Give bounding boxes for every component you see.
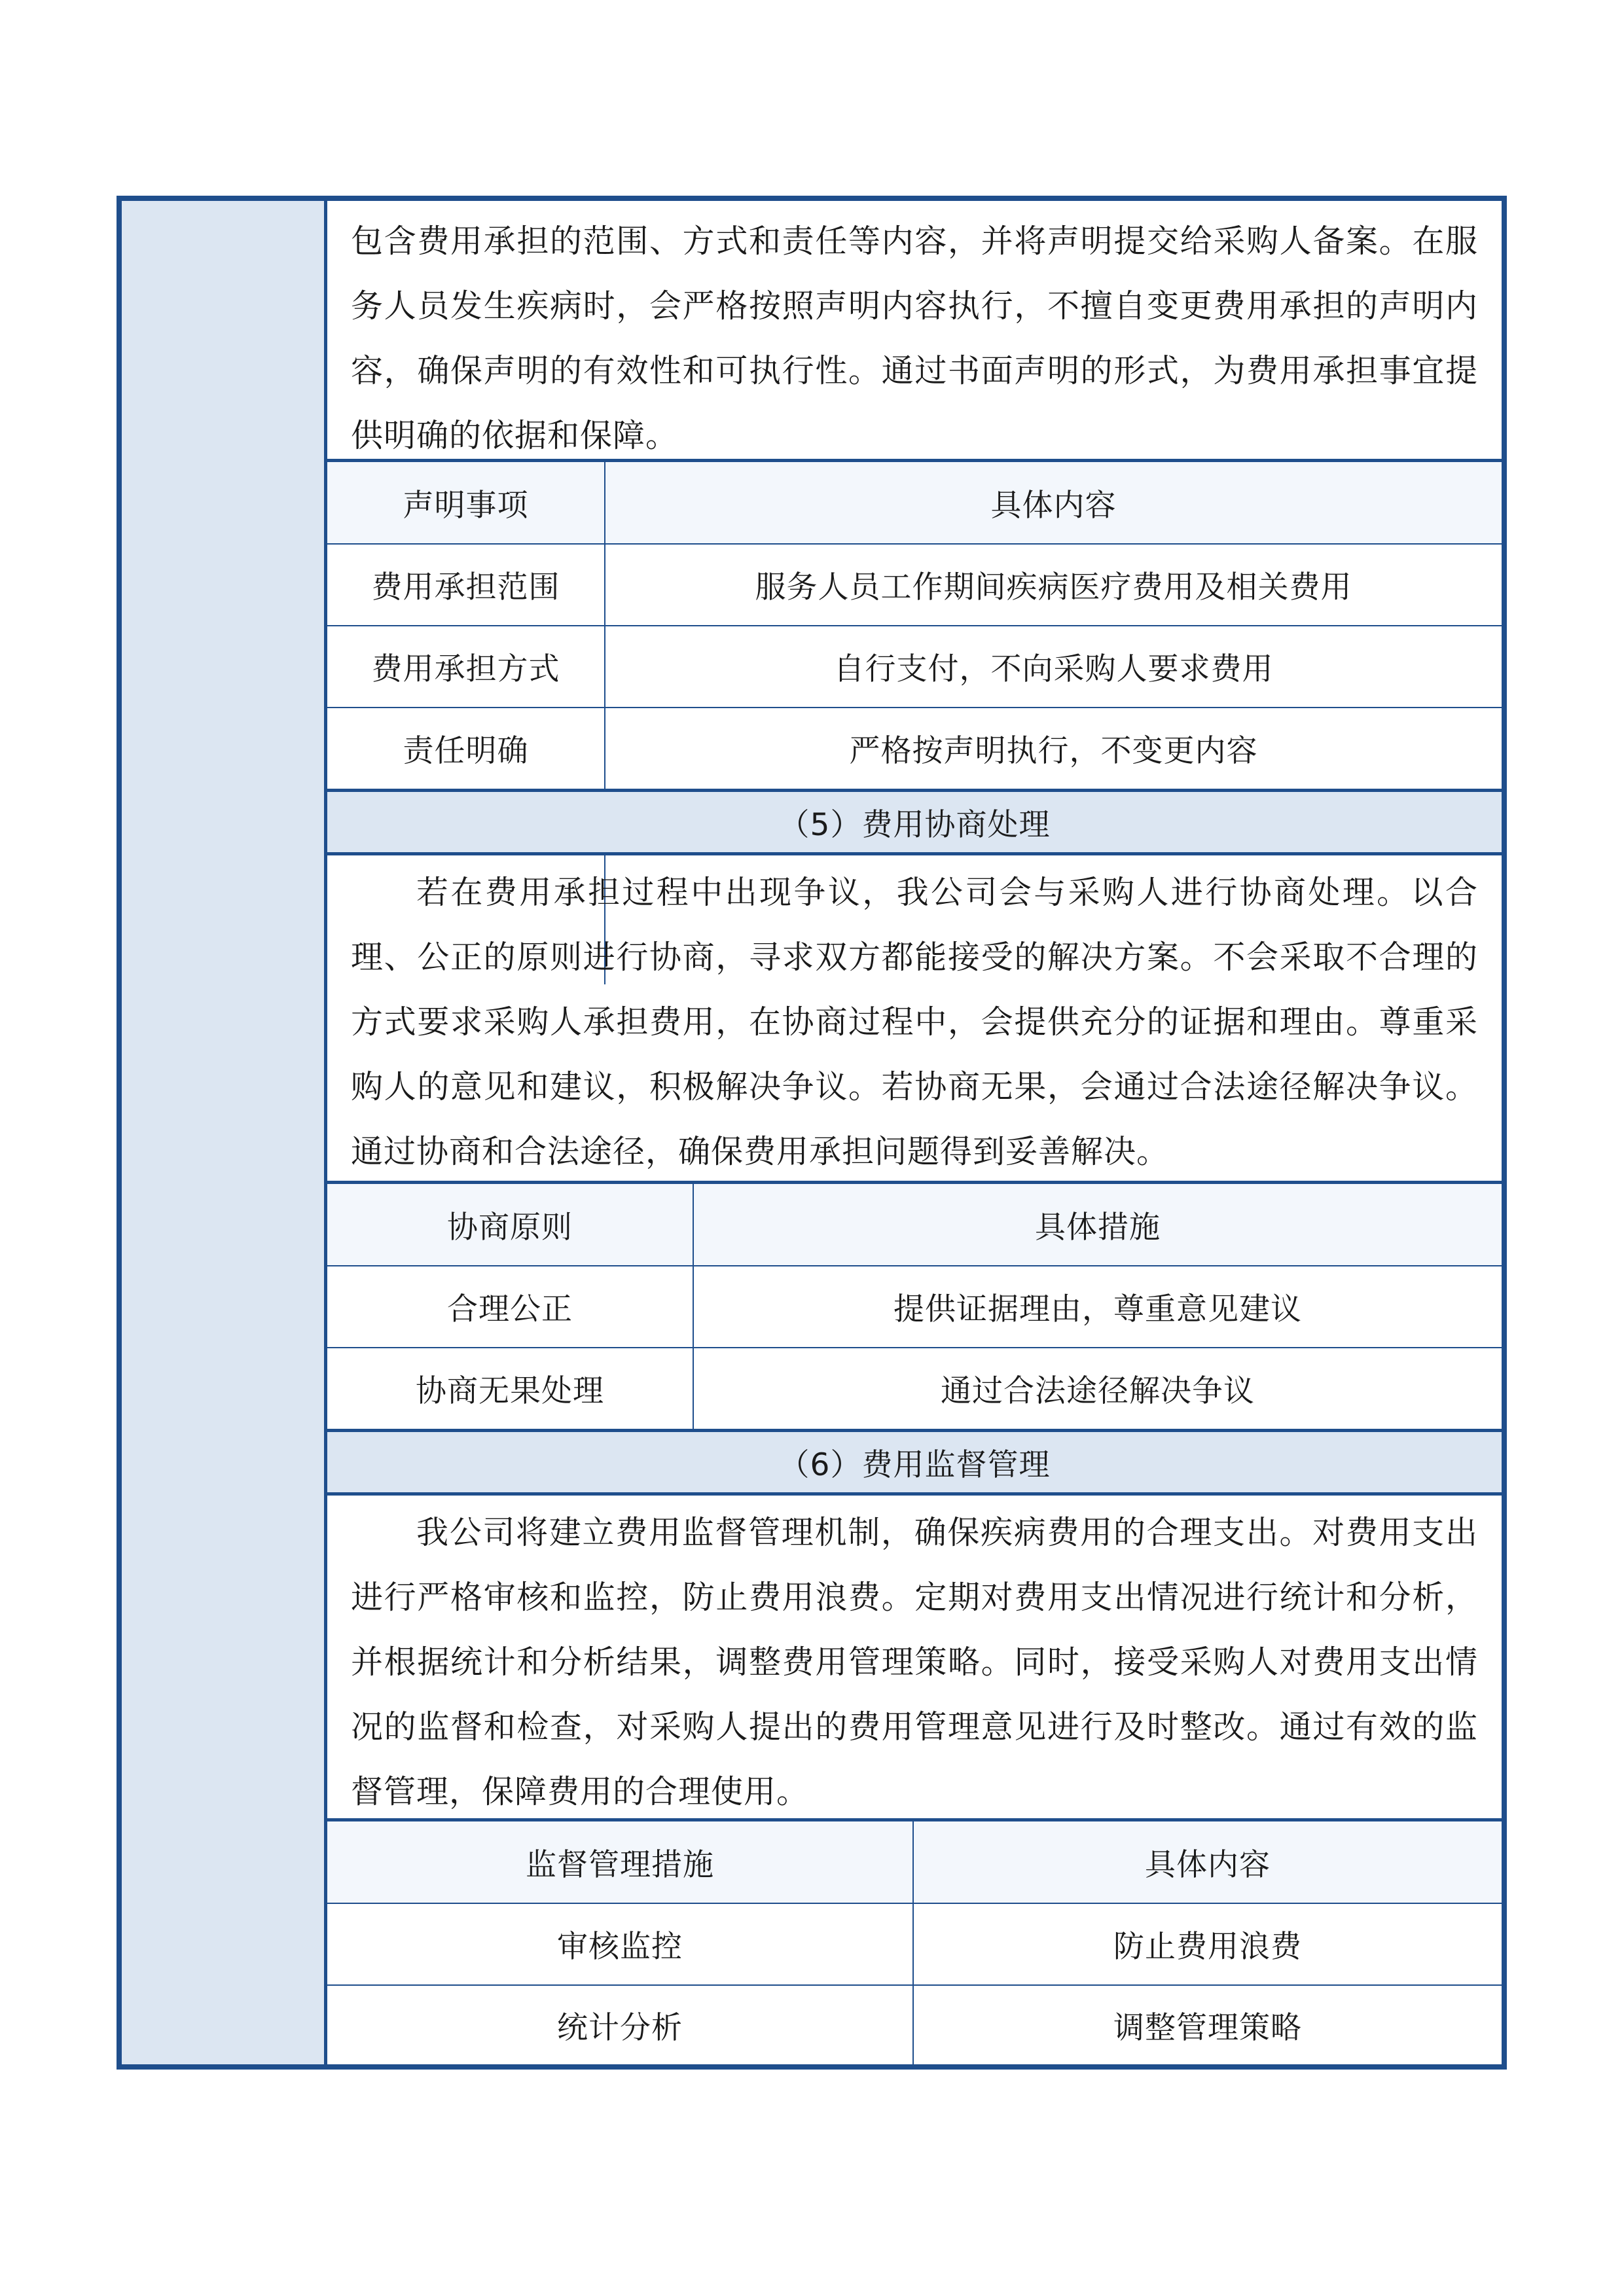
- continuation-paragraph: 包含费用承担的范围、方式和责任等内容，并将声明提交给采购人备案。在服务人员发生疾病时，会严格按照声明内容执行，不擅自变更费用承担的声明内容，确保声明的有效性和可执行性。通过书面声明的形式，为费用承担事宜提供明确的依据和保障。: [351, 223, 1478, 454]
- table1-row3-content: 严格按声明执行，不变更内容: [849, 733, 1258, 769]
- section5-paragraph: 若在费用承担过程中出现争议，我公司会与采购人进行协商处理。以合理、公正的原则进行协商，寻求双方都能接受的解决方案。不会采取不合理的方式要求采购人承担费用，在协商过程中，会提供充分的证据和理由。尊重采购人的意见和建议，积极解决争议。若协商无果，会通过合法途径解决争议。通过协商和合法途径，确保费用承担问题得到妥善解决。: [351, 874, 1478, 1170]
- section6-title: （6）费用监督管理: [778, 1446, 1051, 1483]
- table1-row2-item: 费用承担方式: [371, 651, 560, 687]
- content-column: [327, 201, 1502, 2064]
- table3-row2-content: 调整管理策略: [1113, 2010, 1302, 2046]
- table2-row1-principle: 合理公正: [447, 1291, 573, 1327]
- table1-row1-content: 服务人员工作期间疾病医疗费用及相关费用: [755, 569, 1352, 605]
- table2-row2-principle: 协商无果处理: [416, 1373, 604, 1409]
- table3-row1-measure: 审核监控: [557, 1929, 683, 1965]
- document-frame: [117, 196, 1507, 2070]
- section6-paragraph: 我公司将建立费用监督管理机制，确保疾病费用的合理支出。对费用支出进行严格审核和监控，防止费用浪费。定期对费用支出情况进行统计和分析，并根据统计和分析结果，调整费用管理策略。同时，接受采购人对费用支出情况的监督和检查，对采购人提出的费用管理意见进行及时整改。通过有效的监督管理，保障费用的合理使用。: [351, 1514, 1478, 1810]
- left-label-column: [122, 201, 327, 2064]
- table3-header-content: 具体内容: [1145, 1846, 1271, 1883]
- table2-header-measure: 具体措施: [1035, 1209, 1161, 1246]
- table2-header-principle: 协商原则: [447, 1209, 573, 1246]
- table1-header-content: 具体内容: [990, 487, 1117, 524]
- section5-title: （5）费用协商处理: [778, 806, 1051, 843]
- table3-row2-measure: 统计分析: [557, 2010, 683, 2046]
- table1-row1-item: 费用承担范围: [371, 569, 560, 605]
- table1-header-item: 声明事项: [403, 487, 529, 524]
- table3-header-measure: 监督管理措施: [526, 1846, 714, 1883]
- table2-row2-measure: 通过合法途径解决争议: [941, 1373, 1255, 1409]
- table1-row2-content: 自行支付，不向采购人要求费用: [833, 651, 1274, 687]
- table1-row3-item: 责任明确: [403, 733, 529, 769]
- table3-row1-content: 防止费用浪费: [1113, 1929, 1302, 1965]
- table2-row1-measure: 提供证据理由，尊重意见建议: [893, 1291, 1302, 1327]
